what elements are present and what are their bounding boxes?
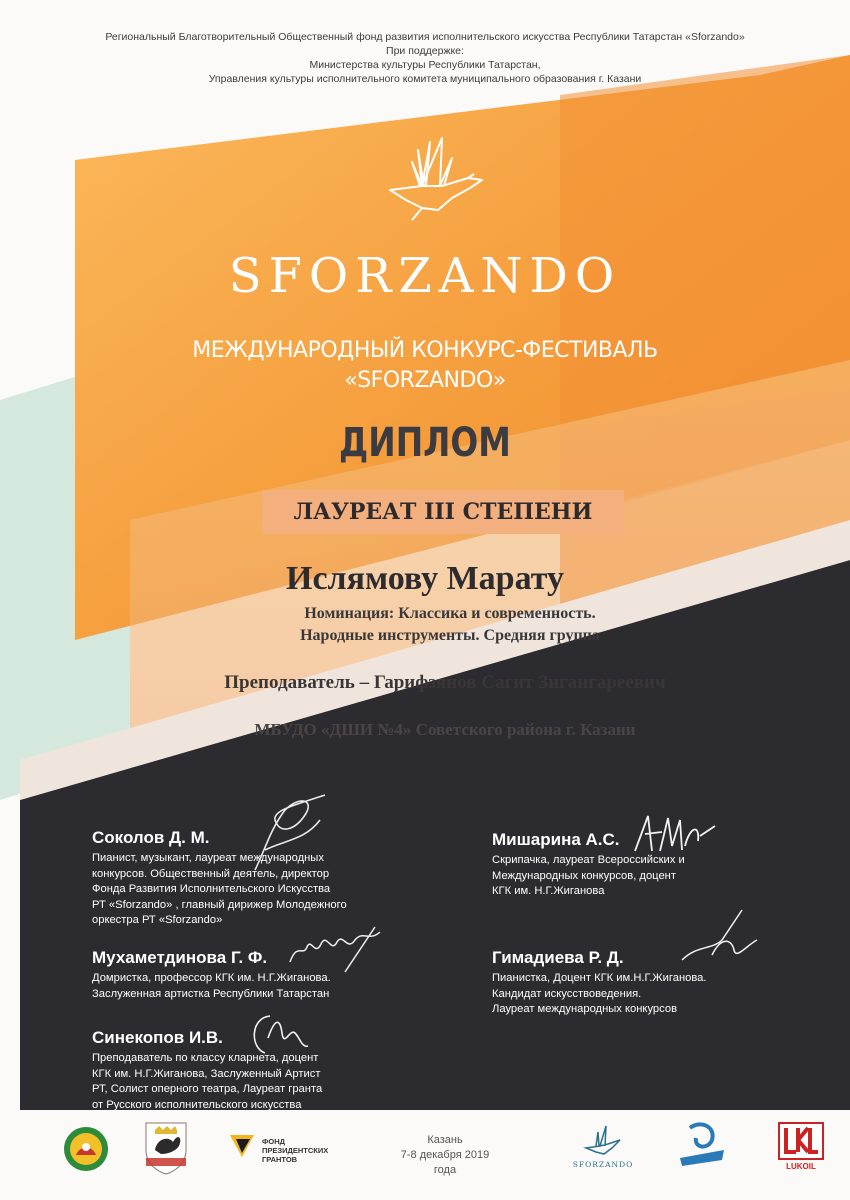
tatarstan-emblem-icon [62, 1125, 110, 1173]
presidential-grants-label [262, 1137, 328, 1164]
festival-title-line1: МЕЖДУНАРОДНЫЙ КОНКУРС-ФЕСТИВАЛЬ [192, 338, 658, 363]
festival-title [0, 336, 850, 396]
administration-line: Управления культуры исполнительного комитета муниципального образования г. Казани [208, 73, 642, 85]
jury-description-line: Заслуженная артистка Республики Татарстан [92, 987, 330, 1000]
presidential-grants-icon [228, 1133, 258, 1159]
jury-description-line: Скрипачка, лауреат Всероссийских и [492, 854, 685, 866]
jury-description-line: КГК им. Н.Г.Жиганова [492, 885, 605, 897]
brand-title: SFORZANDO [228, 248, 622, 304]
jury-description-line: Фонда Развития Исполнительского Искусства [92, 883, 331, 895]
signature-sokolov [245, 790, 335, 880]
event-place-date [390, 1133, 500, 1178]
event-dates: 7-8 декабря 2019 года [400, 1149, 490, 1176]
support-label: При поддержке: [386, 45, 464, 57]
jury-description-line: Пианист, музыкант, лауреат международных [92, 852, 324, 864]
sforzando-small-label: SFORZANDO [572, 1160, 634, 1169]
city: Казань [427, 1134, 463, 1146]
teacher: Преподаватель – Гарифзянов Сагит Зигангареевич [224, 672, 666, 693]
kazan-coat-of-arms-icon [143, 1120, 189, 1176]
lukoil-logo-icon [778, 1122, 824, 1160]
jury-name: Синекопов И.В. [92, 1028, 223, 1047]
laureate-degree: ЛАУРЕАТ III СТЕПЕНИ [293, 499, 593, 525]
jury-description-line: оркестра РТ «Sforzando» [92, 914, 223, 926]
signature-gimadieva [672, 905, 762, 975]
jury-name: Соколов Д. М. [92, 828, 210, 847]
fund-line: ПРЕЗИДЕНТСКИХ [262, 1146, 329, 1155]
jury-name: Мухаметдинова Г. Ф. [92, 948, 268, 967]
nomination [0, 603, 850, 647]
festival-title-line2: «SFORZANDO» [344, 368, 506, 393]
jury-description-line: Пианистка, Доцент КГК им.Н.Г.Жиганова. [492, 972, 707, 984]
signature-misharina [630, 806, 720, 866]
nomination-line1: Номинация: Классика и современность. [304, 605, 596, 622]
jury-description-line: Лауреат международных конкурсов [492, 1003, 678, 1015]
jury-description-line: конкурсов. Общественный деятель, директор [92, 867, 330, 880]
diploma-title: ДИПЛОМ [339, 420, 511, 466]
organizer-line: Региональный Благотворительный Общественный фонд развития исполнительского искусства Республики Татарстан «Sforzando» [105, 31, 745, 43]
jury-description-line: Кандидат искусствоведения. [492, 987, 642, 1000]
jury-name: Гимадиева Р. Д. [492, 948, 624, 967]
jury-description-line: РТ «Sforzando» , главный дирижер Молодежного [92, 898, 347, 911]
jury-description-line: КГК им. Н.Г.Жиганова, Заслуженный Артист [92, 1067, 321, 1080]
school: МБУДО «ДШИ №4» Советского района г. Казани [254, 720, 636, 739]
lukoil-label: LUKOIL [786, 1162, 816, 1171]
organizer-header [0, 30, 850, 86]
signature-mukhametdinova [285, 922, 385, 982]
ministry-line: Министерства культуры Республики Татарстан, [309, 59, 541, 71]
jury-description-line: РТ, Солист оперного театра, Лауреат гранта [92, 1083, 323, 1095]
jury-description [492, 971, 707, 1018]
fund-line: ГРАНТОВ [262, 1155, 298, 1164]
jury-name: Мишарина А.С. [492, 830, 620, 849]
jury-description-line: Домристка, профессор КГК им. Н.Г.Жиганова. [92, 972, 331, 984]
tatar-organization-icon [676, 1120, 728, 1170]
recipient-name: Ислямову Марату [286, 560, 564, 597]
jury-description-line: Международных конкурсов, доцент [492, 869, 676, 882]
sforzando-bird-icon [582, 1122, 624, 1160]
jury-description-line: от Русского исполнительского искусства [92, 1098, 302, 1111]
signature-sinekopov [240, 1008, 310, 1063]
bird-logo-icon [382, 128, 492, 228]
fund-line: ФОНД [262, 1137, 285, 1146]
jury-description-line: Преподаватель по классу кларнета, доцент [92, 1052, 319, 1064]
nomination-line2: Народные инструменты. Средняя группа [300, 627, 600, 644]
